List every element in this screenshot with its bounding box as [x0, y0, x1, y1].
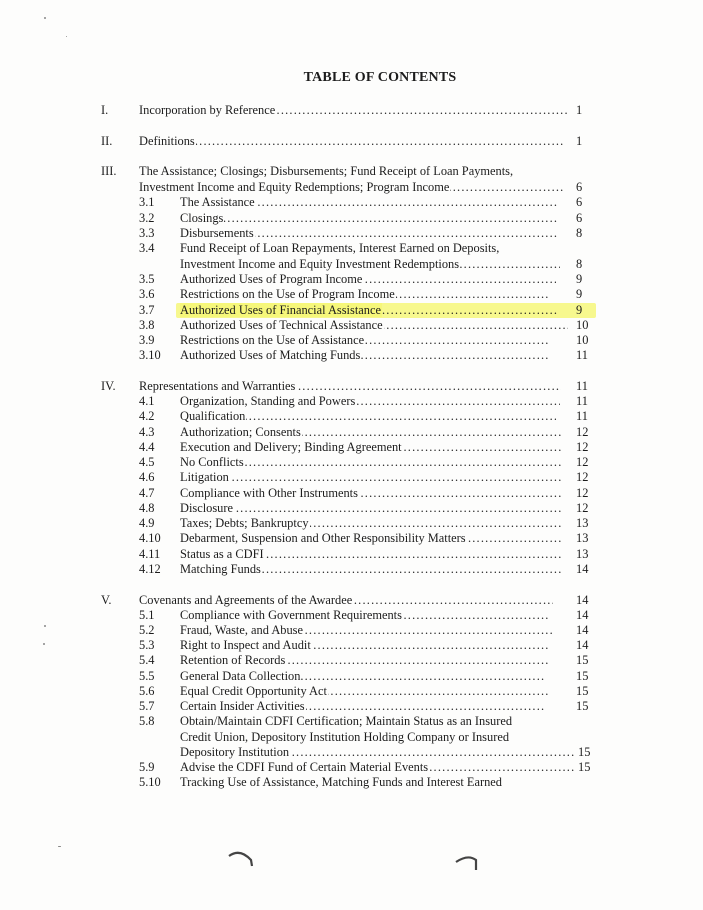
subsection-title: Advise the CDFI Fund of Certain Material Events ..... [180, 759, 574, 775]
subsection-number: 3.3 [139, 226, 155, 240]
toc-entry-4-4 [0, 439, 703, 455]
subsection-title: Compliance with Government Requirements ..... [180, 607, 550, 623]
subsection-title: Status as a CDFI ..... [180, 546, 562, 562]
subsection-number: 4.6 [139, 470, 155, 484]
page-number: 11 [576, 379, 588, 393]
section-number: IV. [101, 379, 116, 393]
page-number: 15 [576, 653, 589, 667]
toc-entry-section-4 [0, 378, 703, 394]
subsection-number: 3.7 [139, 303, 155, 317]
page-number: 15 [576, 699, 589, 713]
subsection-title: Qualification ..... [180, 408, 556, 424]
subsection-title: Restrictions on the Use of Assistance ..... [180, 332, 550, 348]
subsection-title: Execution and Delivery; Binding Agreement ..... [180, 439, 562, 455]
subsection-title: Certain Insider Activities ..... [180, 698, 546, 714]
page-number: 15 [578, 745, 591, 759]
section-title: Representations and Warranties ..... [139, 378, 561, 394]
subsection-number: 5.3 [139, 638, 155, 652]
toc-entry-3-5 [0, 271, 703, 287]
page-number: 14 [576, 638, 589, 652]
page-number: 6 [576, 211, 583, 225]
subsection-number: 5.9 [139, 760, 155, 774]
page-number: 12 [576, 470, 589, 484]
subsection-title: Authorized Uses of Technical Assistance ..... [180, 317, 568, 333]
subsection-number: 4.12 [139, 562, 161, 576]
binder-hole-mark-left [226, 848, 256, 870]
page-number: 15 [576, 684, 589, 698]
scan-speck [58, 846, 61, 847]
page-number: 8 [576, 226, 583, 240]
page-number: 12 [576, 486, 589, 500]
subsection-title: Disclosure ..... [180, 500, 562, 516]
subsection-number: 4.3 [139, 425, 155, 439]
page-number: 1 [576, 134, 583, 148]
toc-entry-section-5 [0, 592, 703, 608]
toc-entry-3-2 [0, 210, 703, 226]
toc-entry-3-8 [0, 317, 703, 333]
subsection-title: Depository Institution ..... [180, 744, 574, 760]
toc-entry-5-5 [0, 668, 703, 684]
scan-speck [44, 625, 46, 627]
subsection-number: 5.4 [139, 653, 155, 667]
scan-speck [43, 643, 45, 645]
page-number: 15 [578, 760, 591, 774]
toc-entry-3-4-line-2 [0, 256, 703, 272]
toc-entry-3-6 [0, 286, 703, 302]
page-number: 14 [576, 562, 589, 576]
subsection-number: 5.1 [139, 608, 155, 622]
subsection-title: General Data Collection ..... [180, 668, 546, 684]
subsection-title: Tracking Use of Assistance, Matching Funds and Interest Earned [180, 775, 502, 789]
toc-entry-4-11 [0, 546, 703, 562]
subsection-number: 3.8 [139, 318, 155, 332]
subsection-title: The Assistance ..... [180, 194, 558, 210]
toc-entry-5-2 [0, 622, 703, 638]
subsection-number: 5.10 [139, 775, 161, 789]
subsection-title: Right to Inspect and Audit ..... [180, 637, 550, 653]
subsection-number: 4.11 [139, 547, 161, 561]
toc-entry-5-7 [0, 698, 703, 714]
toc-entry-4-1 [0, 393, 703, 409]
toc-entry-4-2 [0, 408, 703, 424]
subsection-title: Litigation ..... [180, 469, 562, 485]
toc-entry-5-4 [0, 652, 703, 668]
subsection-number: 3.6 [139, 287, 155, 301]
subsection-number: 4.4 [139, 440, 155, 454]
subsection-title: Fund Receipt of Loan Repayments, Interest Earned on Deposits, [180, 241, 500, 255]
subsection-title: Authorization; Consents ..... [180, 424, 562, 440]
section-title: Incorporation by Reference ..... [139, 102, 567, 118]
subsection-title: Taxes; Debts; Bankruptcy ..... [180, 515, 562, 531]
page-number: 15 [576, 669, 589, 683]
page-number: 11 [576, 348, 588, 362]
page-number: 14 [576, 608, 589, 622]
subsection-title: Authorized Uses of Program Income ..... [180, 271, 556, 287]
page-number: 12 [576, 501, 589, 515]
scan-speck [66, 36, 67, 37]
toc-entry-3-10 [0, 347, 703, 363]
subsection-title: Authorized Uses of Matching Funds ..... [180, 347, 550, 363]
subsection-title: Closings ..... [180, 210, 558, 226]
toc-entry-5-10 [0, 774, 703, 790]
toc-entry-5-8-line-2 [0, 729, 703, 745]
toc-entry-section-1 [0, 102, 703, 118]
page-number: 8 [576, 257, 583, 271]
toc-entry-section-2 [0, 133, 703, 149]
toc-entry-5-8-line-3 [0, 744, 703, 760]
page-number: 14 [576, 593, 589, 607]
toc-entry-5-3 [0, 637, 703, 653]
subsection-title: Compliance with Other Instruments ..... [180, 485, 562, 501]
scan-speck [44, 17, 46, 19]
toc-entry-4-3 [0, 424, 703, 440]
section-number: I. [101, 103, 109, 117]
section-title: The Assistance; Closings; Disbursements; Fund Receipt of Loan Payments, [139, 164, 514, 178]
toc-entry-4-8 [0, 500, 703, 516]
page-number: 6 [576, 180, 583, 194]
subsection-number: 5.8 [139, 714, 155, 728]
subsection-number: 4.1 [139, 394, 155, 408]
section-number: III. [101, 164, 117, 178]
page-number: 10 [576, 318, 589, 332]
subsection-number: 3.10 [139, 348, 161, 362]
subsection-number: 4.10 [139, 531, 161, 545]
page-number: 12 [576, 455, 589, 469]
toc-entry-section-3-line-2 [0, 179, 703, 195]
page-number: 9 [576, 272, 583, 286]
page-number: 11 [576, 394, 588, 408]
subsection-number: 5.6 [139, 684, 155, 698]
toc-entry-3-4-line-1 [0, 240, 703, 256]
toc-entry-4-7 [0, 485, 703, 501]
subsection-number: 5.5 [139, 669, 155, 683]
subsection-title: Authorized Uses of Financial Assistance ..... [180, 302, 558, 318]
subsection-title: Organization, Standing and Powers ..... [180, 393, 560, 409]
page-number: 13 [576, 531, 589, 545]
subsection-number: 5.2 [139, 623, 155, 637]
subsection-title: Debarment, Suspension and Other Responsibility Matters ..... [180, 530, 562, 546]
section-number: II. [101, 134, 113, 148]
section-title: Covenants and Agreements of the Awardee ..... [139, 592, 553, 608]
page-number: 9 [576, 303, 583, 317]
subsection-number: 4.8 [139, 501, 155, 515]
subsection-number: 3.1 [139, 195, 155, 209]
subsection-number: 4.2 [139, 409, 155, 423]
toc-entry-3-7 [0, 302, 703, 318]
toc-entry-4-10 [0, 530, 703, 546]
subsection-number: 3.9 [139, 333, 155, 347]
subsection-title: Obtain/Maintain CDFI Certification; Maintain Status as an Insured [180, 714, 513, 728]
subsection-title: Investment Income and Equity Investment Redemptions ..... [180, 256, 560, 272]
subsection-title: Matching Funds ..... [180, 561, 562, 577]
page-number: 6 [576, 195, 583, 209]
subsection-number: 3.5 [139, 272, 155, 286]
section-title: Definitions ..... [139, 133, 563, 149]
subsection-title: Fraud, Waste, and Abuse ..... [180, 622, 552, 638]
subsection-title: Retention of Records ..... [180, 652, 550, 668]
toc-entry-5-1 [0, 607, 703, 623]
page-number: 13 [576, 547, 589, 561]
subsection-number: 4.7 [139, 486, 155, 500]
subsection-number: 4.5 [139, 455, 155, 469]
binder-hole-mark-right [452, 852, 482, 874]
toc-entry-4-6 [0, 469, 703, 485]
page-number: 12 [576, 440, 589, 454]
subsection-number: 3.2 [139, 211, 155, 225]
toc-entry-section-3-line-1 [0, 163, 703, 179]
subsection-title: Restrictions on the Use of Program Income ..... [180, 286, 548, 302]
toc-entry-3-9 [0, 332, 703, 348]
page-number: 13 [576, 516, 589, 530]
toc-entry-4-12 [0, 561, 703, 577]
toc-entry-5-6 [0, 683, 703, 699]
subsection-title: Disbursements ..... [180, 225, 558, 241]
page-number: 1 [576, 103, 583, 117]
subsection-number: 5.7 [139, 699, 155, 713]
page-number: 14 [576, 623, 589, 637]
subsection-title: No Conflicts ..... [180, 454, 562, 470]
subsection-number: 3.4 [139, 241, 155, 255]
toc-entry-3-1 [0, 194, 703, 210]
subsection-title: Equal Credit Opportunity Act ..... [180, 683, 548, 699]
toc-entry-4-9 [0, 515, 703, 531]
toc-entry-5-9 [0, 759, 703, 775]
section-title: Investment Income and Equity Redemptions; Program Income ..... [139, 179, 565, 195]
page-number: 11 [576, 409, 588, 423]
page-number: 10 [576, 333, 589, 347]
page-title: TABLE OF CONTENTS [303, 70, 457, 85]
subsection-number: 4.9 [139, 516, 155, 530]
page-number: 9 [576, 287, 583, 301]
page-number: 12 [576, 425, 589, 439]
subsection-title: Credit Union, Depository Institution Holding Company or Insured [180, 730, 510, 744]
section-number: V. [101, 593, 112, 607]
toc-entry-4-5 [0, 454, 703, 470]
toc-entry-5-8-line-1 [0, 713, 703, 729]
toc-entry-3-3 [0, 225, 703, 241]
